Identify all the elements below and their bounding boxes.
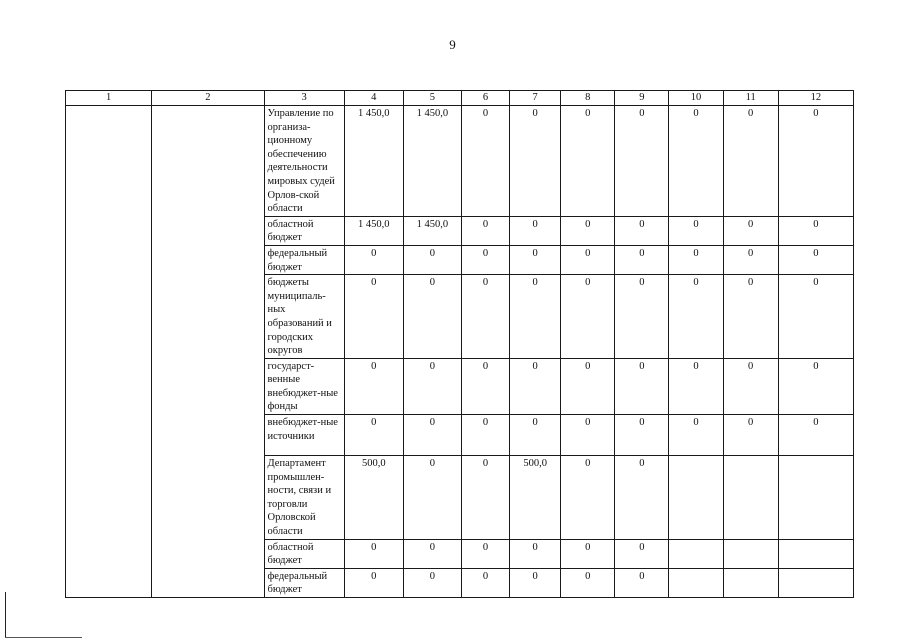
value-cell: 0 — [561, 245, 615, 274]
table-header-cell: 4 — [344, 91, 403, 106]
value-cell: 0 — [403, 275, 461, 359]
value-cell: 0 — [669, 106, 723, 217]
value-cell — [669, 539, 723, 568]
value-cell: 0 — [615, 539, 669, 568]
table-header-cell: 5 — [403, 91, 461, 106]
table-header-row — [66, 91, 854, 106]
value-cell: 0 — [403, 539, 461, 568]
value-cell: 0 — [403, 568, 461, 597]
value-cell: 0 — [461, 568, 509, 597]
value-cell: 0 — [510, 539, 561, 568]
value-cell: 0 — [510, 245, 561, 274]
row-label-cell: областной бюджет — [264, 216, 344, 245]
value-cell: 0 — [403, 245, 461, 274]
page-number: 9 — [449, 37, 456, 52]
table-header-cell: 8 — [561, 91, 615, 106]
value-cell: 0 — [561, 415, 615, 456]
value-cell: 0 — [669, 415, 723, 456]
value-cell: 0 — [344, 358, 403, 414]
value-cell: 500,0 — [510, 456, 561, 540]
value-cell: 0 — [778, 358, 853, 414]
value-cell: 0 — [461, 106, 509, 217]
value-cell: 0 — [561, 275, 615, 359]
value-cell — [723, 539, 778, 568]
table-header-cell: 3 — [264, 91, 344, 106]
value-cell: 0 — [510, 106, 561, 217]
value-cell: 0 — [344, 415, 403, 456]
value-cell: 0 — [344, 275, 403, 359]
budget-table — [65, 90, 854, 598]
table-row — [66, 106, 854, 217]
value-cell: 0 — [561, 106, 615, 217]
value-cell: 0 — [669, 216, 723, 245]
value-cell: 0 — [778, 106, 853, 217]
value-cell: 0 — [561, 456, 615, 540]
value-cell: 0 — [461, 415, 509, 456]
value-cell: 0 — [403, 415, 461, 456]
table-header-cell: 7 — [510, 91, 561, 106]
value-cell: 1 450,0 — [344, 216, 403, 245]
value-cell: 0 — [510, 275, 561, 359]
row-label-cell: федеральный бюджет — [264, 568, 344, 597]
value-cell: 0 — [561, 539, 615, 568]
value-cell — [669, 456, 723, 540]
value-cell: 0 — [778, 216, 853, 245]
table-header-cell: 9 — [615, 91, 669, 106]
table-cell-col2-merged — [152, 106, 264, 598]
value-cell: 0 — [723, 216, 778, 245]
table-header-cell: 6 — [461, 91, 509, 106]
value-cell: 0 — [561, 358, 615, 414]
value-cell: 0 — [510, 358, 561, 414]
value-cell: 0 — [615, 358, 669, 414]
value-cell: 1 450,0 — [403, 106, 461, 217]
row-label-cell: Департамент промышлен-ности, связи и торговли Орловской области — [264, 456, 344, 540]
value-cell: 0 — [615, 106, 669, 217]
table-header-cell: 11 — [723, 91, 778, 106]
value-cell: 0 — [461, 539, 509, 568]
value-cell — [669, 568, 723, 597]
value-cell — [778, 456, 853, 540]
value-cell: 0 — [615, 275, 669, 359]
value-cell: 1 450,0 — [403, 216, 461, 245]
row-label-cell: Управление по организа-ционному обеспечению деятельности мировых судей Орлов-ской области — [264, 106, 344, 217]
value-cell: 0 — [669, 245, 723, 274]
value-cell: 1 450,0 — [344, 106, 403, 217]
value-cell: 0 — [510, 568, 561, 597]
value-cell: 0 — [510, 216, 561, 245]
value-cell — [723, 456, 778, 540]
row-label-cell: внебюджет-ные источники — [264, 415, 344, 456]
value-cell: 0 — [723, 415, 778, 456]
value-cell: 0 — [615, 415, 669, 456]
row-label-cell: областной бюджет — [264, 539, 344, 568]
value-cell: 0 — [615, 568, 669, 597]
row-label-cell: бюджеты муниципаль-ных образований и городских округов — [264, 275, 344, 359]
value-cell: 500,0 — [344, 456, 403, 540]
value-cell: 0 — [723, 106, 778, 217]
value-cell: 0 — [561, 216, 615, 245]
value-cell: 0 — [615, 216, 669, 245]
value-cell: 0 — [778, 275, 853, 359]
value-cell: 0 — [344, 568, 403, 597]
value-cell: 0 — [461, 456, 509, 540]
table-header-cell: 1 — [66, 91, 152, 106]
value-cell: 0 — [461, 275, 509, 359]
value-cell: 0 — [461, 216, 509, 245]
table-cell-col1-merged — [66, 106, 152, 598]
value-cell: 0 — [778, 415, 853, 456]
value-cell: 0 — [344, 245, 403, 274]
value-cell: 0 — [561, 568, 615, 597]
value-cell: 0 — [723, 245, 778, 274]
margin-rule-horizontal — [5, 637, 82, 638]
value-cell — [778, 539, 853, 568]
margin-rule-vertical — [5, 592, 6, 638]
value-cell — [778, 568, 853, 597]
value-cell: 0 — [461, 358, 509, 414]
row-label-cell: государст-венные внебюджет-ные фонды — [264, 358, 344, 414]
value-cell: 0 — [403, 358, 461, 414]
value-cell: 0 — [510, 415, 561, 456]
value-cell: 0 — [403, 456, 461, 540]
value-cell: 0 — [669, 275, 723, 359]
value-cell — [723, 568, 778, 597]
table-header-cell: 10 — [669, 91, 723, 106]
value-cell: 0 — [723, 358, 778, 414]
table-header-cell: 12 — [778, 91, 853, 106]
value-cell: 0 — [778, 245, 853, 274]
value-cell: 0 — [461, 245, 509, 274]
value-cell: 0 — [344, 539, 403, 568]
value-cell: 0 — [669, 358, 723, 414]
row-label-cell: федеральный бюджет — [264, 245, 344, 274]
value-cell: 0 — [615, 456, 669, 540]
table-header-cell: 2 — [152, 91, 264, 106]
value-cell: 0 — [723, 275, 778, 359]
value-cell: 0 — [615, 245, 669, 274]
